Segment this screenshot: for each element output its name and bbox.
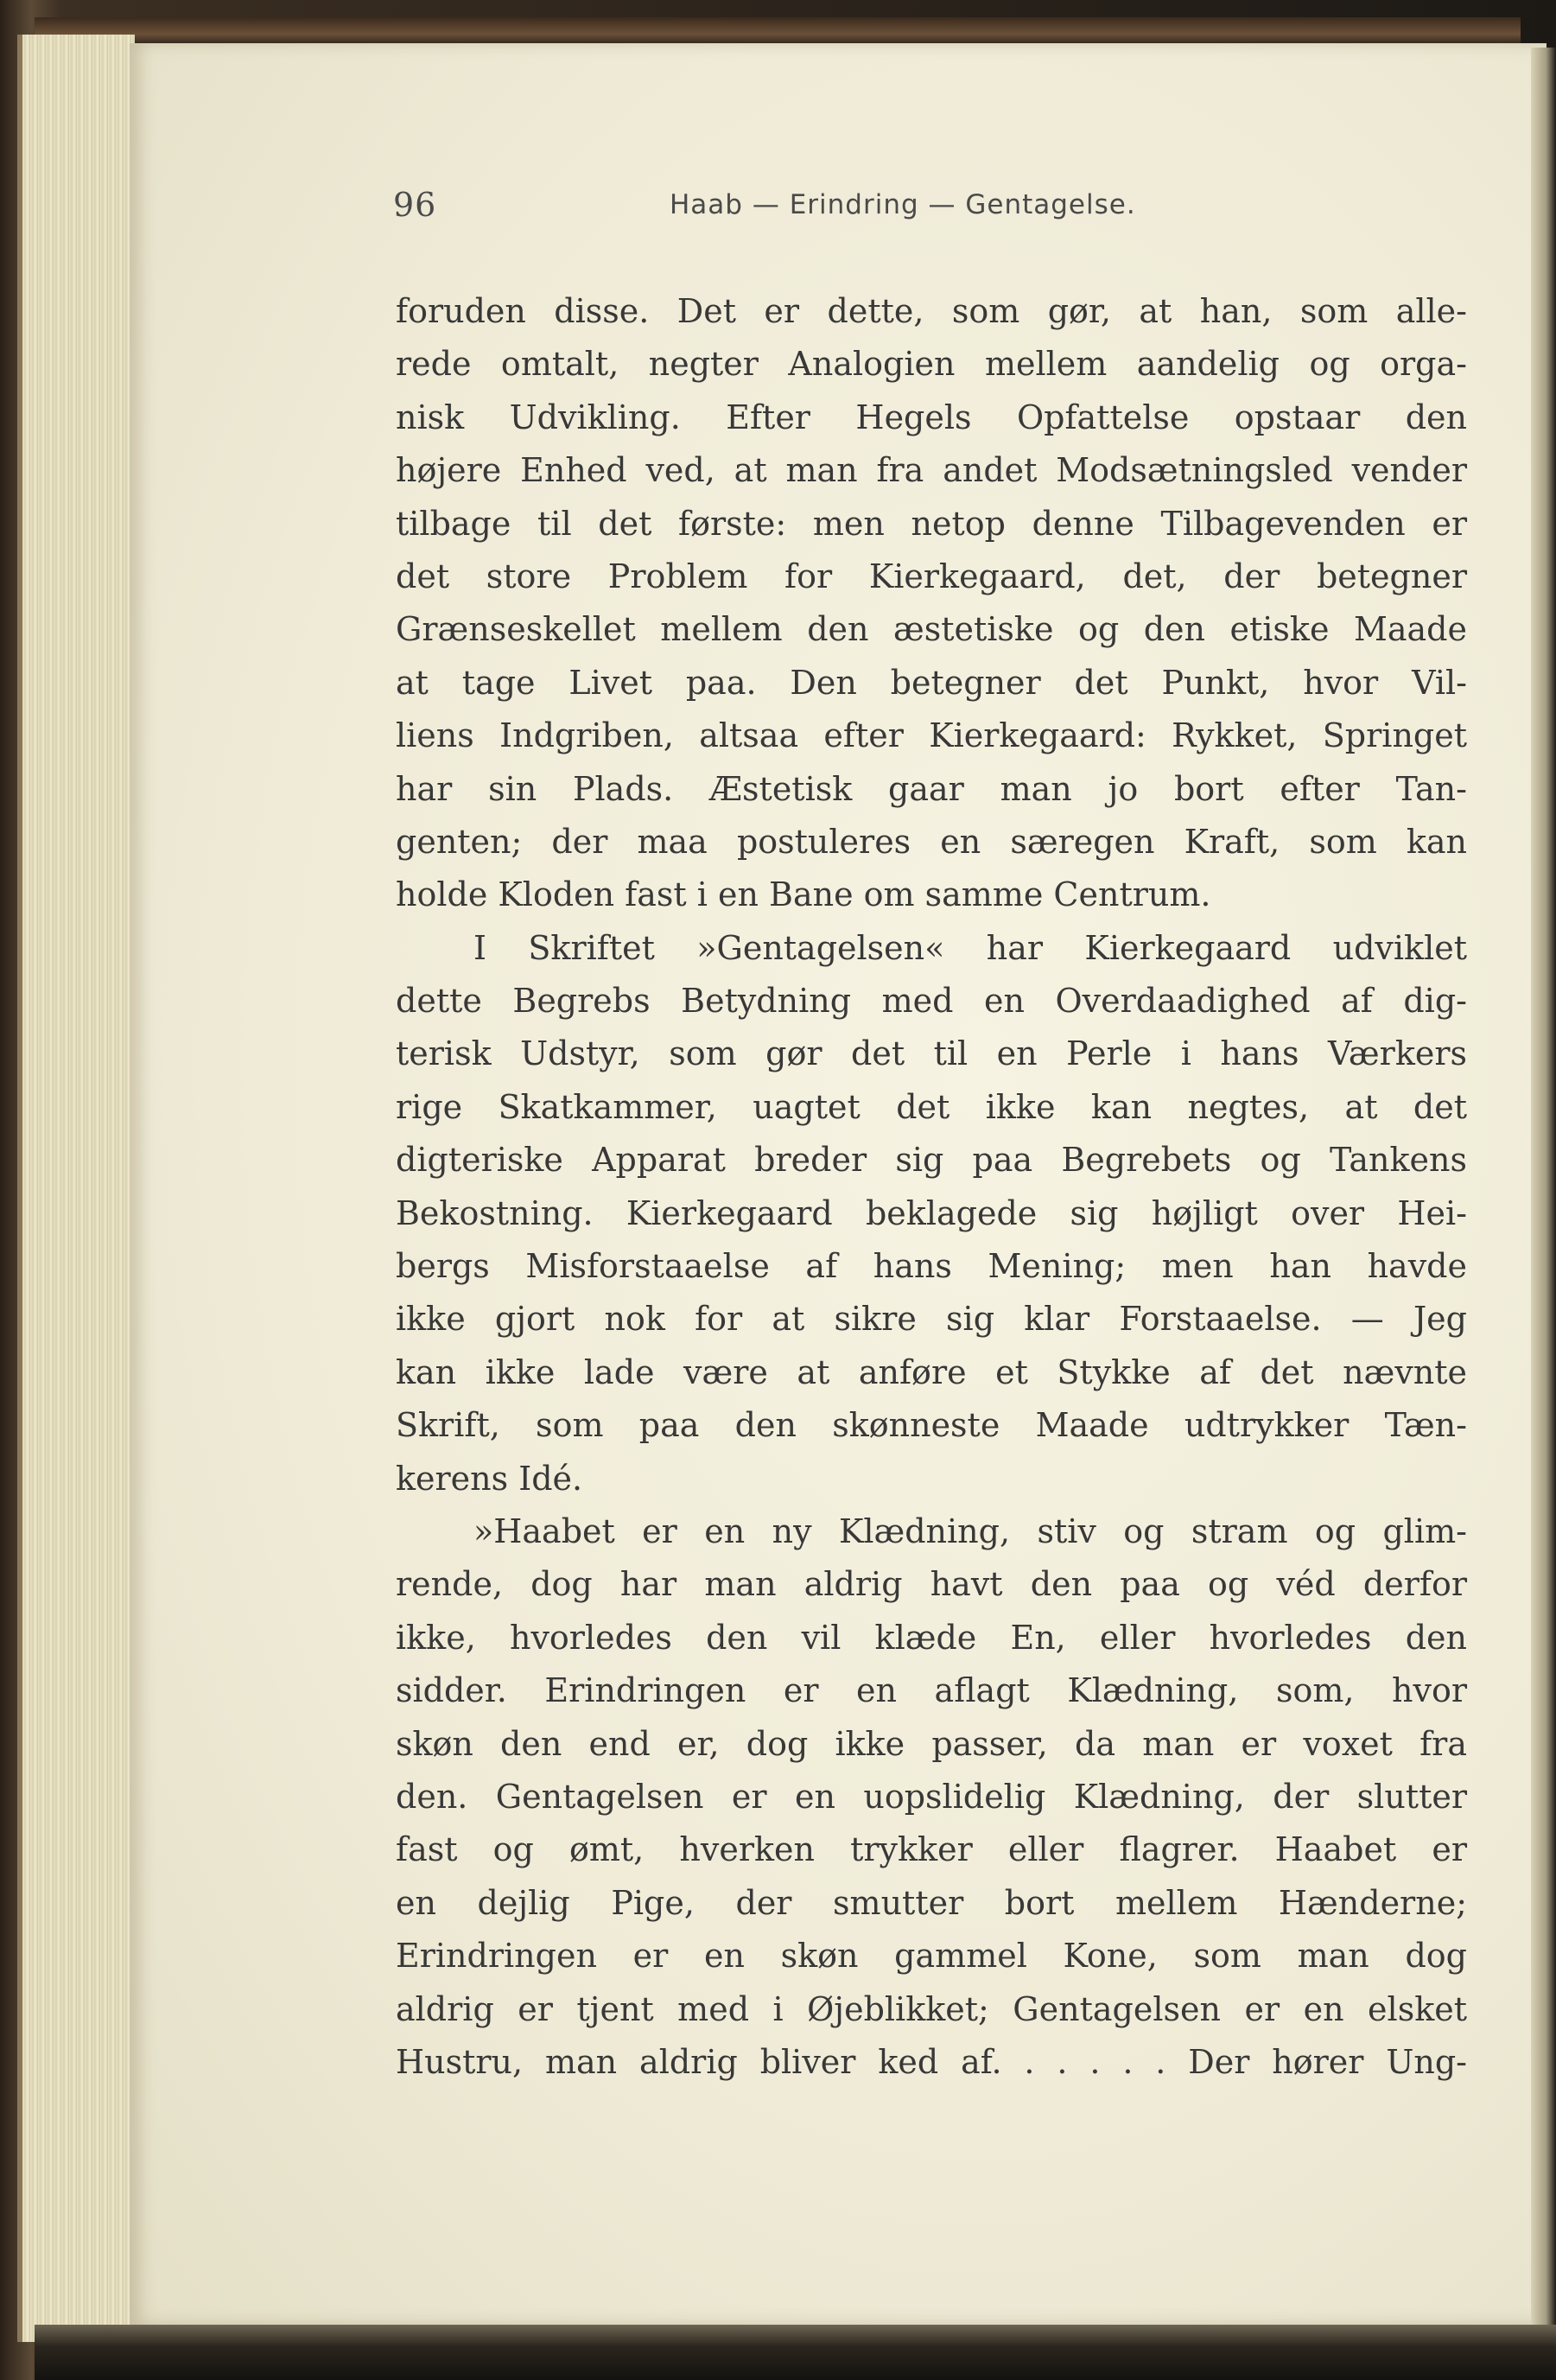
text-line: I Skriftet »Gentagelsen« har Kierkegaard udviklet bbox=[473, 928, 1467, 967]
bottom-shadow bbox=[35, 2325, 1556, 2380]
text-line: højere Enhed ved, at man fra andet Modsætningsled vender bbox=[396, 451, 1467, 490]
text-line: Grænseskellet mellem den æstetiske og den etiske Maade bbox=[396, 610, 1467, 649]
text-line: Bekostning. Kierkegaard beklagede sig højligt over Hei- bbox=[396, 1193, 1467, 1232]
text-line: liens Indgriben, altsaa efter Kierkegaard: Rykket, Springet bbox=[396, 716, 1467, 755]
text-line: »Haabet er en ny Klædning, stiv og stram og glim- bbox=[473, 1511, 1467, 1550]
text-line: Erindringen er en skøn gammel Kone, som man dog bbox=[396, 1937, 1467, 1976]
page-number: 96 bbox=[393, 186, 437, 224]
text-line: skøn den end er, dog ikke passer, da man er voxet fra bbox=[396, 1724, 1467, 1763]
running-head: Haab — Erindring — Gentagelse. bbox=[670, 189, 1136, 220]
text-line: tilbage til det første: men netop denne Tilbagevenden er bbox=[396, 504, 1467, 543]
text-line: kan ikke lade være at anføre et Stykke af det nævnte bbox=[396, 1352, 1467, 1391]
text-line: at tage Livet paa. Den betegner det Punkt, hvor Vil- bbox=[396, 663, 1467, 702]
page-stack-edges bbox=[17, 35, 135, 2342]
text-line: rende, dog har man aldrig havt den paa og véd derfor bbox=[396, 1565, 1467, 1604]
text-line: Hustru, man aldrig bliver ked af. . . . . . Der hører Ung- bbox=[396, 2042, 1467, 2081]
text-line: holde Kloden fast i en Bane om samme Centrum. bbox=[396, 875, 1211, 914]
text-line: bergs Misforstaaelse af hans Mening; men han havde bbox=[396, 1247, 1467, 1286]
text-line: har sin Plads. Æstetisk gaar man jo bort efter Tan- bbox=[396, 769, 1467, 808]
text-line: rige Skatkammer, uagtet det ikke kan negtes, at det bbox=[396, 1087, 1467, 1126]
text-line: dette Begrebs Betydning med en Overdaadighed af dig- bbox=[396, 982, 1467, 1021]
text-line: rede omtalt, negter Analogien mellem aandelig og orga- bbox=[396, 345, 1467, 384]
text-line: ikke, hvorledes den vil klæde En, eller hvorledes den bbox=[396, 1618, 1467, 1657]
text-line: nisk Udvikling. Efter Hegels Opfattelse opstaar den bbox=[396, 398, 1467, 436]
text-line: aldrig er tjent med i Øjeblikket; Gentagelsen er en elsket bbox=[396, 1989, 1467, 2028]
text-line: en dejlig Pige, der smutter bort mellem Hænderne; bbox=[396, 1883, 1467, 1922]
book-cover-edge bbox=[35, 17, 1521, 45]
body-text bbox=[396, 285, 1467, 2089]
text-line: ikke gjort nok for at sikre sig klar Forstaaelse. — Jeg bbox=[396, 1300, 1467, 1339]
text-line: kerens Idé. bbox=[396, 1459, 583, 1498]
text-line: digteriske Apparat breder sig paa Begrebets og Tankens bbox=[396, 1141, 1467, 1180]
text-line: foruden disse. Det er dette, som gør, at han, som alle- bbox=[396, 292, 1467, 330]
page-header bbox=[393, 186, 1473, 238]
text-line: terisk Udstyr, som gør det til en Perle i hans Værkers bbox=[396, 1034, 1467, 1073]
text-line: genten; der maa postuleres en særegen Kraft, som kan bbox=[396, 822, 1467, 861]
text-line: Skrift, som paa den skønneste Maade udtrykker Tæn- bbox=[396, 1406, 1467, 1445]
text-line: den. Gentagelsen er en uopslidelig Klædning, der slutter bbox=[396, 1777, 1467, 1816]
text-line: fast og ømt, hverken trykker eller flagrer. Haabet er bbox=[396, 1830, 1467, 1869]
text-line: det store Problem for Kierkegaard, det, der betegner bbox=[396, 557, 1467, 595]
page-gutter-shadow bbox=[1531, 48, 1556, 2329]
text-line: sidder. Erindringen er en aflagt Klædning, som, hvor bbox=[396, 1671, 1467, 1710]
